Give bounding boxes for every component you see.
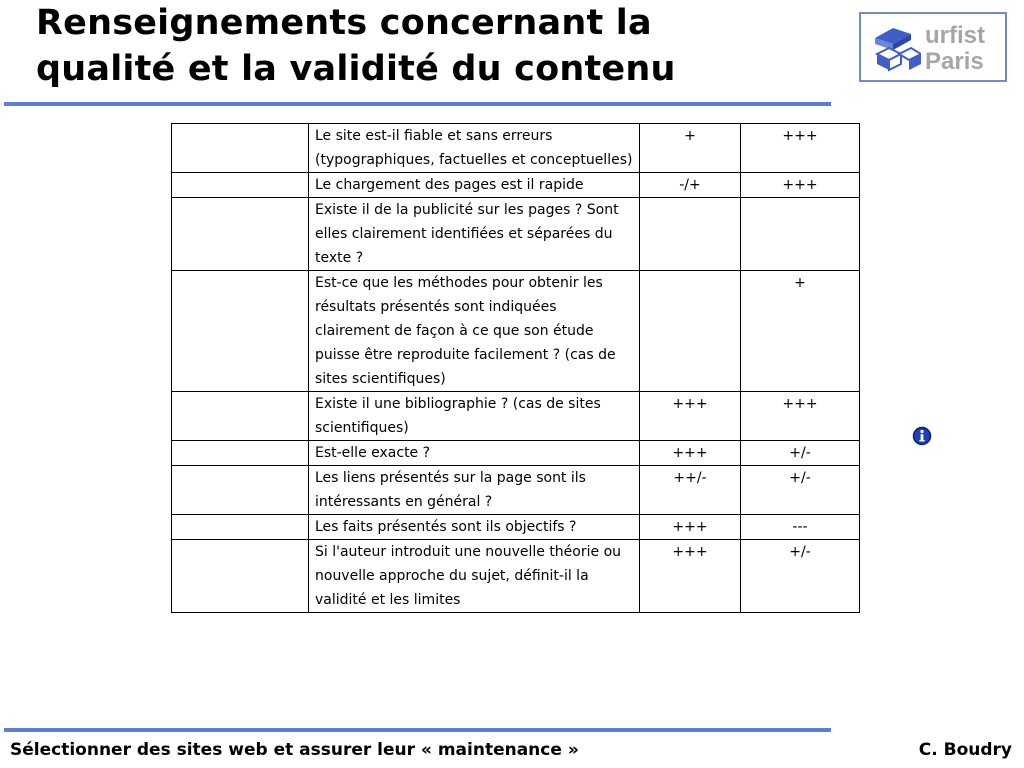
row-label-cell <box>172 441 309 466</box>
rating-cell-2: +/- <box>741 466 860 515</box>
table-row <box>172 515 860 540</box>
row-label-cell <box>172 271 309 392</box>
rating-cell-2: +/- <box>741 441 860 466</box>
table-row <box>172 198 860 271</box>
table-row <box>172 540 860 613</box>
row-label-cell <box>172 392 309 441</box>
rating-cell-1: -/+ <box>640 173 741 198</box>
footer-divider <box>4 728 831 732</box>
logo-text-paris: Paris <box>925 48 984 75</box>
table-row <box>172 392 860 441</box>
rating-cell-1: +++ <box>640 540 741 613</box>
row-label-cell <box>172 540 309 613</box>
logo-mark-icon <box>871 24 921 72</box>
question-cell: Est-elle exacte ? <box>309 441 640 466</box>
slide-title-line1: Renseignements concernant la <box>36 3 652 43</box>
rating-cell-1: +++ <box>640 515 741 540</box>
rating-cell-2: +++ <box>741 173 860 198</box>
question-cell: Est-ce que les méthodes pour obtenir les résultats présentés sont indiquées clairement de façon à ce que son étude puisse être reproduite facilement ? (cas de sites scientifiques) <box>309 271 640 392</box>
rating-cell-2: +/- <box>741 540 860 613</box>
row-label-cell <box>172 173 309 198</box>
rating-cell-1: + <box>640 124 741 173</box>
row-label-cell <box>172 124 309 173</box>
row-label-cell <box>172 466 309 515</box>
rating-cell-1: +++ <box>640 441 741 466</box>
table-row <box>172 271 860 392</box>
table-row <box>172 441 860 466</box>
question-cell: Si l'auteur introduit une nouvelle théorie ou nouvelle approche du sujet, définit-il la validité et les limites <box>309 540 640 613</box>
slide-title <box>36 0 826 92</box>
question-cell: Existe il une bibliographie ? (cas de sites scientifiques) <box>309 392 640 441</box>
table-row <box>172 173 860 198</box>
rating-cell-2 <box>741 198 860 271</box>
title-divider <box>4 102 831 106</box>
rating-cell-2: --- <box>741 515 860 540</box>
rating-cell-1: +++ <box>640 392 741 441</box>
table-row <box>172 124 860 173</box>
slide-title-line2: qualité et la validité du contenu <box>36 49 676 89</box>
rating-cell-1: ++/- <box>640 466 741 515</box>
row-label-cell <box>172 515 309 540</box>
rating-cell-1 <box>640 198 741 271</box>
info-icon[interactable] <box>912 426 932 446</box>
question-cell: Les liens présentés sur la page sont ils intéressants en général ? <box>309 466 640 515</box>
criteria-table <box>171 123 860 613</box>
rating-cell-2: +++ <box>741 392 860 441</box>
table-row <box>172 466 860 515</box>
footer-presentation-title: Sélectionner des sites web et assurer leur « maintenance » <box>10 740 579 760</box>
rating-cell-2: +++ <box>741 124 860 173</box>
logo-text-urfist: urfist <box>925 22 985 49</box>
row-label-cell <box>172 198 309 271</box>
question-cell: Les faits présentés sont ils objectifs ? <box>309 515 640 540</box>
rating-cell-2: + <box>741 271 860 392</box>
rating-cell-1 <box>640 271 741 392</box>
question-cell: Existe il de la publicité sur les pages ? Sont elles clairement identifiées et séparées du texte ? <box>309 198 640 271</box>
footer-author: C. Boudry <box>918 740 1012 760</box>
question-cell: Le site est-il fiable et sans erreurs (typographiques, factuelles et conceptuelles) <box>309 124 640 173</box>
urfist-logo <box>859 12 1007 82</box>
question-cell: Le chargement des pages est il rapide <box>309 173 640 198</box>
